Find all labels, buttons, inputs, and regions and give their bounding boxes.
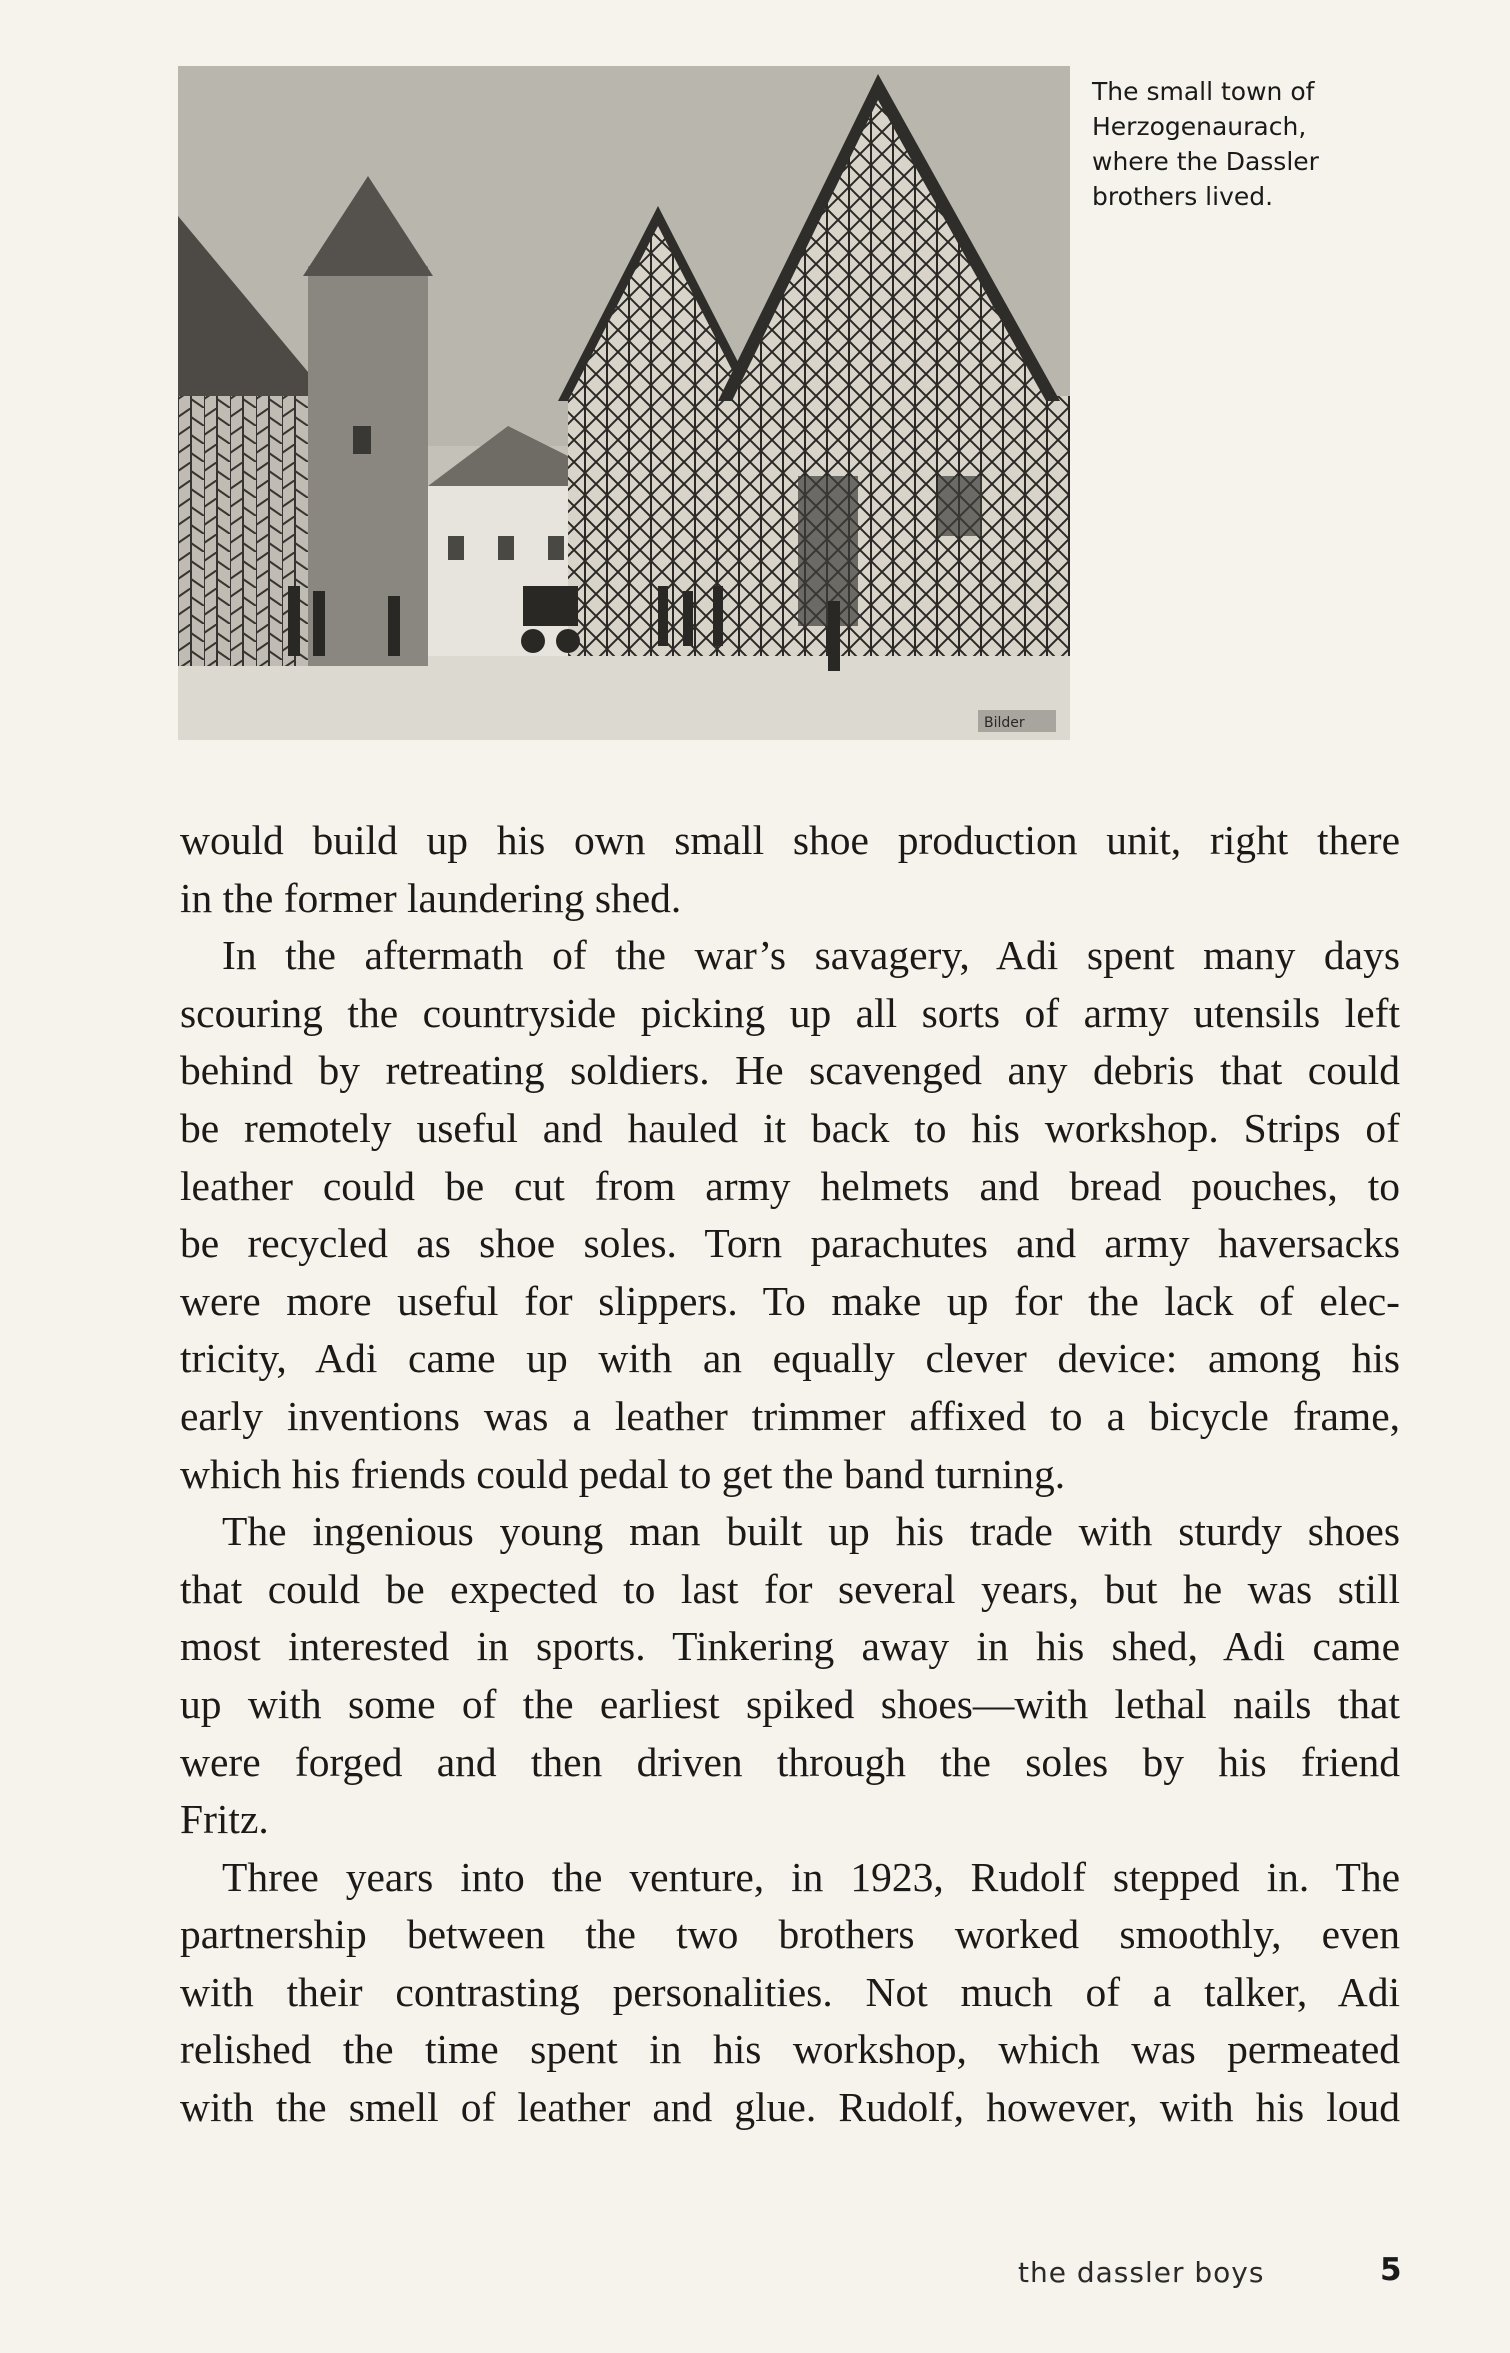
text-line: behind by retreating soldiers. He scavenged any debris that could	[180, 1047, 1400, 1094]
text-line: In the aftermath of the war’s savagery, Adi spent many days	[222, 932, 1400, 979]
text-line: The ingenious young man built up his trade with sturdy shoes	[222, 1508, 1400, 1555]
text-line: most interested in sports. Tinkering away in his shed, Adi came	[180, 1623, 1400, 1670]
text-line: which his friends could pedal to get the band turning.	[180, 1450, 1066, 1497]
text-line: Three years into the venture, in 1923, Rudolf stepped in. The	[222, 1853, 1400, 1900]
text-line: in the former laundering shed.	[180, 874, 682, 921]
text-line: were more useful for slippers. To make up for the lack of elec-	[180, 1277, 1400, 1324]
photo-stamp: Bilder	[984, 715, 1025, 731]
text-line: with their contrasting personalities. Not much of a talker, Adi	[180, 1968, 1400, 2015]
text-line: were forged and then driven through the soles by his friend	[180, 1738, 1400, 1785]
text-line: that could be expected to last for several years, but he was still	[180, 1565, 1400, 1612]
text-line: Fritz.	[180, 1796, 269, 1843]
town-photo	[178, 66, 1070, 740]
text-line: up with some of the earliest spiked shoes—with lethal nails that	[180, 1680, 1400, 1727]
caption-line: The small town of	[1092, 77, 1315, 106]
text-line: be remotely useful and hauled it back to his workshop. Strips of	[180, 1104, 1400, 1151]
text-line: with the smell of leather and glue. Rudolf, however, with his loud	[180, 2084, 1400, 2131]
caption-line: Herzogenaurach,	[1092, 112, 1307, 141]
town-photo-illustration	[178, 66, 1070, 740]
text-line: scouring the countryside picking up all sorts of army utensils left	[180, 989, 1400, 1036]
running-title: the dassler boys	[1018, 2256, 1265, 2289]
text-line: relished the time spent in his workshop, which was permeated	[180, 2026, 1400, 2073]
text-line: would build up his own small shoe production unit, right there	[180, 817, 1400, 863]
text-line: partnership between the two brothers worked smoothly, even	[180, 1911, 1400, 1958]
caption-line: where the Dassler	[1092, 147, 1319, 176]
text-line: early inventions was a leather trimmer affixed to a bicycle frame,	[180, 1392, 1400, 1439]
text-line: tricity, Adi came up with an equally clever device: among his	[180, 1335, 1400, 1382]
body-text	[180, 812, 1400, 2137]
text-line: be recycled as shoe soles. Torn parachutes and army haversacks	[180, 1220, 1400, 1267]
photo-caption	[1092, 74, 1392, 214]
text-line: leather could be cut from army helmets and bread pouches, to	[180, 1162, 1400, 1209]
page-number: 5	[1380, 2252, 1402, 2288]
caption-line: brothers lived.	[1092, 182, 1274, 211]
